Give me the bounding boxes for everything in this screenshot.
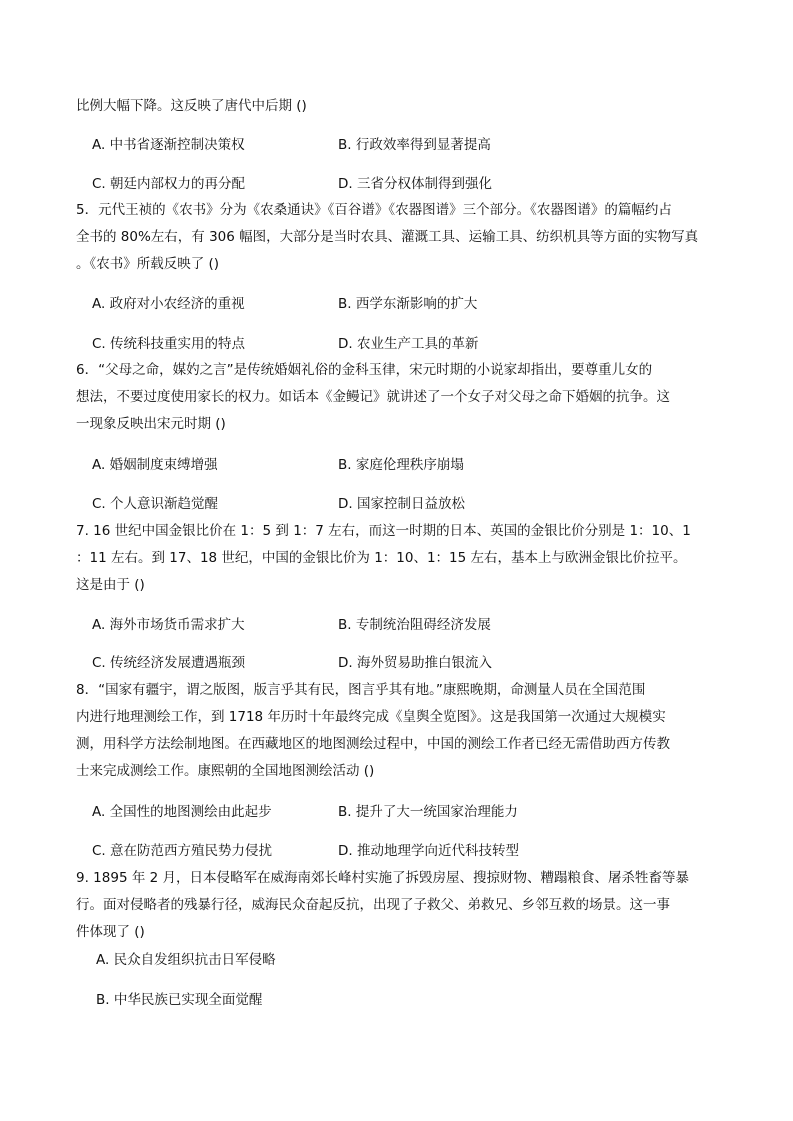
q5-stem-line-3: 。《农书》所载反映了 () <box>76 256 220 272</box>
q7-option-a: A. 海外市场货币需求扩大 <box>92 617 245 633</box>
q5-stem-line-2: 全书的 80%左右，有 306 幅图，大部分是当时农具、灌溉工具、运输工具、纺织机具等方面的实物写真 <box>76 229 699 245</box>
q6-option-c: C. 个人意识渐趋觉醒 <box>92 496 219 512</box>
q5-stem-line-1: 5．元代王祯的《农书》分为《农桑通诀》《百谷谱》《农器图谱》三个部分。《农器图谱》的篇幅约占 <box>76 202 672 218</box>
q6-option-a: A. 婚姻制度束缚增强 <box>92 457 218 473</box>
q5-option-c: C. 传统科技重实用的特点 <box>92 336 246 352</box>
q4-stem-line-1: 比例大幅下降。这反映了唐代中后期 () <box>76 98 307 114</box>
q4-option-a: A. 中书省逐渐控制决策权 <box>92 137 245 153</box>
q9-option-b: B. 中华民族已实现全面觉醒 <box>96 992 263 1008</box>
q6-stem-line-2: 想法，不要过度使用家长的权力。如话本《金鳗记》就讲述了一个女子对父母之命下婚姻的抗争。这 <box>76 389 670 405</box>
q8-stem-line-2: 内进行地理测绘工作，到 1718 年历时十年最终完成《皇舆全览图》。这是我国第一次通过大规模实 <box>76 709 666 725</box>
q9-stem-line-1: 9. 1895 年 2 月，日本侵略军在威海南郊长峰村实施了拆毁房屋、搜掠财物、糟蹋粮食、屠杀牲畜等暴 <box>76 870 689 886</box>
q7-stem-line-2: ：11 左右。到 17、18 世纪，中国的金银比价为 1：10、1：15 左右，基本上与欧洲金银比价拉平。 <box>76 550 687 566</box>
q9-option-a: A. 民众自发组织抗击日军侵略 <box>96 952 276 968</box>
q6-stem-line-1: 6．“父母之命，媒妁之言”是传统婚姻礼俗的金科玉律，宋元时期的小说家却指出，要尊重儿女的 <box>76 362 653 378</box>
q6-option-b: B. 家庭伦理秩序崩塌 <box>338 457 464 473</box>
q5-option-b: B. 西学东渐影响的扩大 <box>338 296 478 312</box>
q7-option-d: D. 海外贸易助推白银流入 <box>338 655 492 671</box>
q4-option-b: B. 行政效率得到显著提高 <box>338 137 491 153</box>
q9-stem-line-3: 件体现了 () <box>76 924 145 940</box>
q8-option-c: C. 意在防范西方殖民势力侵扰 <box>92 843 273 859</box>
q7-option-b: B. 专制统治阻碍经济发展 <box>338 617 491 633</box>
q6-option-d: D. 国家控制日益放松 <box>338 496 465 512</box>
q8-stem-line-1: 8．“国家有疆宇，谓之版图，版言乎其有民，图言乎其有地。”康熙晚期，命测量人员在全国范围 <box>76 682 646 698</box>
q8-option-a: A. 全国性的地图测绘由此起步 <box>92 804 272 820</box>
q5-option-a: A. 政府对小农经济的重视 <box>92 296 245 312</box>
q4-option-c: C. 朝廷内部权力的再分配 <box>92 176 246 192</box>
q6-stem-line-3: 一现象反映出宋元时期 () <box>76 416 226 432</box>
q8-stem-line-3: 测，用科学方法绘制地图。在西藏地区的地图测绘过程中，中国的测绘工作者已经无需借助西方传教 <box>76 736 670 752</box>
q8-option-b: B. 提升了大一统国家治理能力 <box>338 804 518 820</box>
q7-option-c: C. 传统经济发展遭遇瓶颈 <box>92 655 246 671</box>
q8-stem-line-4: 士来完成测绘工作。康熙朝的全国地图测绘活动 () <box>76 763 375 779</box>
q7-stem-line-3: 这是由于 () <box>76 577 145 593</box>
q9-stem-line-2: 行。面对侵略者的残暴行径，威海民众奋起反抗，出现了子救父、弟救兄、乡邻互救的场景。这一事 <box>76 897 670 913</box>
q4-option-d: D. 三省分权体制得到强化 <box>338 176 492 192</box>
q7-stem-line-1: 7. 16 世纪中国金银比价在 1：5 到 1：7 左右，而这一时期的日本、英国的金银比价分别是 1：10、1 <box>76 523 691 539</box>
q5-option-d: D. 农业生产工具的革新 <box>338 336 479 352</box>
q8-option-d: D. 推动地理学向近代科技转型 <box>338 843 519 859</box>
